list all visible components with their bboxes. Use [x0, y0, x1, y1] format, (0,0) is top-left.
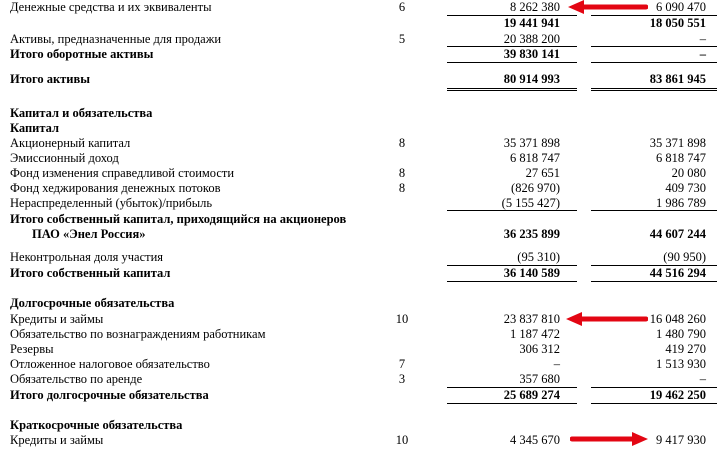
- row-label: Итого активы: [10, 72, 90, 86]
- row-label: Эмиссионный доход: [10, 151, 119, 165]
- value-col2: 1 480 790: [656, 327, 706, 341]
- value-col1: 19 441 941: [503, 16, 560, 30]
- value-col2: (90 950): [663, 250, 706, 264]
- row-note: 8: [398, 181, 406, 195]
- value-col2: 1 986 789: [656, 196, 706, 210]
- table-row: [0, 296, 720, 311]
- row-label: Итого собственный капитал, приходящийся на акционеров: [10, 212, 347, 226]
- table-row: [0, 196, 720, 211]
- row-label: Неконтрольная доля участия: [10, 250, 164, 264]
- row-note: 8: [398, 166, 406, 180]
- value-col1: (5 155 427): [501, 196, 560, 210]
- row-label: Фонд изменения справедливой стоимости: [10, 166, 235, 180]
- value-col2: 44 607 244: [649, 227, 706, 241]
- red-arrow-icon: [568, 0, 648, 14]
- value-col1: –: [553, 357, 560, 371]
- value-col1: 357 680: [519, 372, 560, 386]
- sum-line: [447, 210, 577, 211]
- table-row: [0, 166, 720, 181]
- value-col1: 23 837 810: [503, 312, 560, 326]
- table-row: [0, 47, 720, 62]
- row-note: 10: [395, 312, 409, 326]
- value-col1: 27 651: [525, 166, 560, 180]
- row-label: Итого долгосрочные обязательства: [10, 388, 209, 402]
- sum-line: [447, 90, 577, 91]
- value-col2: 44 516 294: [649, 266, 706, 280]
- row-label: Фонд хеджирования денежных потоков: [10, 181, 221, 195]
- value-col1: 80 914 993: [503, 72, 560, 86]
- row-label: Обязательство по вознаграждениям работникам: [10, 327, 266, 341]
- value-col1: 20 388 200: [503, 32, 560, 46]
- value-col2: 18 050 551: [649, 16, 706, 30]
- value-col2: 419 270: [665, 342, 706, 356]
- table-row: [0, 212, 720, 227]
- value-col2: 409 730: [665, 181, 706, 195]
- table-row: [0, 372, 720, 387]
- sum-line: [447, 281, 577, 282]
- value-col2: 1 513 930: [656, 357, 706, 371]
- sum-line: [591, 88, 717, 89]
- sum-line: [447, 62, 577, 63]
- row-note: 5: [398, 32, 406, 46]
- value-col1: 1 187 472: [510, 327, 560, 341]
- value-col2: 16 048 260: [649, 312, 706, 326]
- row-note: 6: [398, 0, 406, 14]
- row-label: Отложенное налоговое обязательство: [10, 357, 210, 371]
- table-row: [0, 106, 720, 121]
- table-row: [0, 418, 720, 433]
- table-row: [0, 121, 720, 136]
- sum-line: [447, 403, 577, 404]
- value-col2: 6 818 747: [656, 151, 706, 165]
- table-row: [0, 32, 720, 47]
- sum-line: [591, 403, 717, 404]
- value-col2: 20 080: [671, 166, 706, 180]
- row-note: 3: [398, 372, 406, 386]
- sum-line: [447, 88, 577, 89]
- value-col2: 35 371 898: [649, 136, 706, 150]
- section-heading: Капитал: [10, 121, 60, 135]
- row-label: Кредиты и займы: [10, 433, 104, 447]
- sum-line: [591, 62, 717, 63]
- sum-line: [591, 210, 717, 211]
- table-row: [0, 388, 720, 403]
- table-row: [0, 327, 720, 342]
- value-col1: (95 310): [517, 250, 560, 264]
- value-col1: (826 970): [511, 181, 560, 195]
- row-label: Итого оборотные активы: [10, 47, 154, 61]
- section-heading: Долгосрочные обязательства: [10, 296, 175, 310]
- table-row: [0, 357, 720, 372]
- value-col2: 83 861 945: [649, 72, 706, 86]
- value-col1: 35 371 898: [503, 136, 560, 150]
- value-col2: 6 090 470: [656, 0, 706, 14]
- red-arrow-icon: [566, 312, 648, 326]
- value-col2: –: [699, 372, 706, 386]
- table-row: [0, 342, 720, 357]
- value-col1: 25 689 274: [503, 388, 560, 402]
- value-col2: –: [699, 47, 706, 61]
- row-label: Резервы: [10, 342, 54, 356]
- row-label: ПАО «Энел Россия»: [32, 227, 146, 241]
- sum-line: [591, 90, 717, 91]
- table-row: [0, 181, 720, 196]
- row-label: Акционерный капитал: [10, 136, 131, 150]
- row-note: 7: [398, 357, 406, 371]
- section-heading: Капитал и обязательства: [10, 106, 153, 120]
- row-label: Итого собственный капитал: [10, 266, 171, 280]
- red-arrow-icon: [570, 432, 648, 446]
- row-note: 10: [395, 433, 409, 447]
- value-col1: 8 262 380: [510, 0, 560, 14]
- section-heading: Краткосрочные обязательства: [10, 418, 183, 432]
- value-col2: –: [699, 32, 706, 46]
- sum-line: [591, 281, 717, 282]
- value-col1: 4 345 670: [510, 433, 560, 447]
- value-col1: 6 818 747: [510, 151, 560, 165]
- table-row: [0, 136, 720, 151]
- row-label: Нераспределенный (убыток)/прибыль: [10, 196, 213, 210]
- table-row: [0, 16, 720, 31]
- row-label: Кредиты и займы: [10, 312, 104, 326]
- value-col2: 19 462 250: [649, 388, 706, 402]
- value-col2: 9 417 930: [656, 433, 706, 447]
- table-row: [0, 250, 720, 265]
- value-col1: 306 312: [519, 342, 560, 356]
- row-label: Обязательство по аренде: [10, 372, 143, 386]
- table-row: [0, 72, 720, 87]
- value-col1: 36 235 899: [503, 227, 560, 241]
- row-label: Активы, предназначенные для продажи: [10, 32, 222, 46]
- table-row: [0, 151, 720, 166]
- row-note: 8: [398, 136, 406, 150]
- table-row: [0, 266, 720, 281]
- table-row: [0, 227, 720, 242]
- value-col1: 39 830 141: [503, 47, 560, 61]
- value-col1: 36 140 589: [503, 266, 560, 280]
- row-label: Денежные средства и их эквиваленты: [10, 0, 212, 14]
